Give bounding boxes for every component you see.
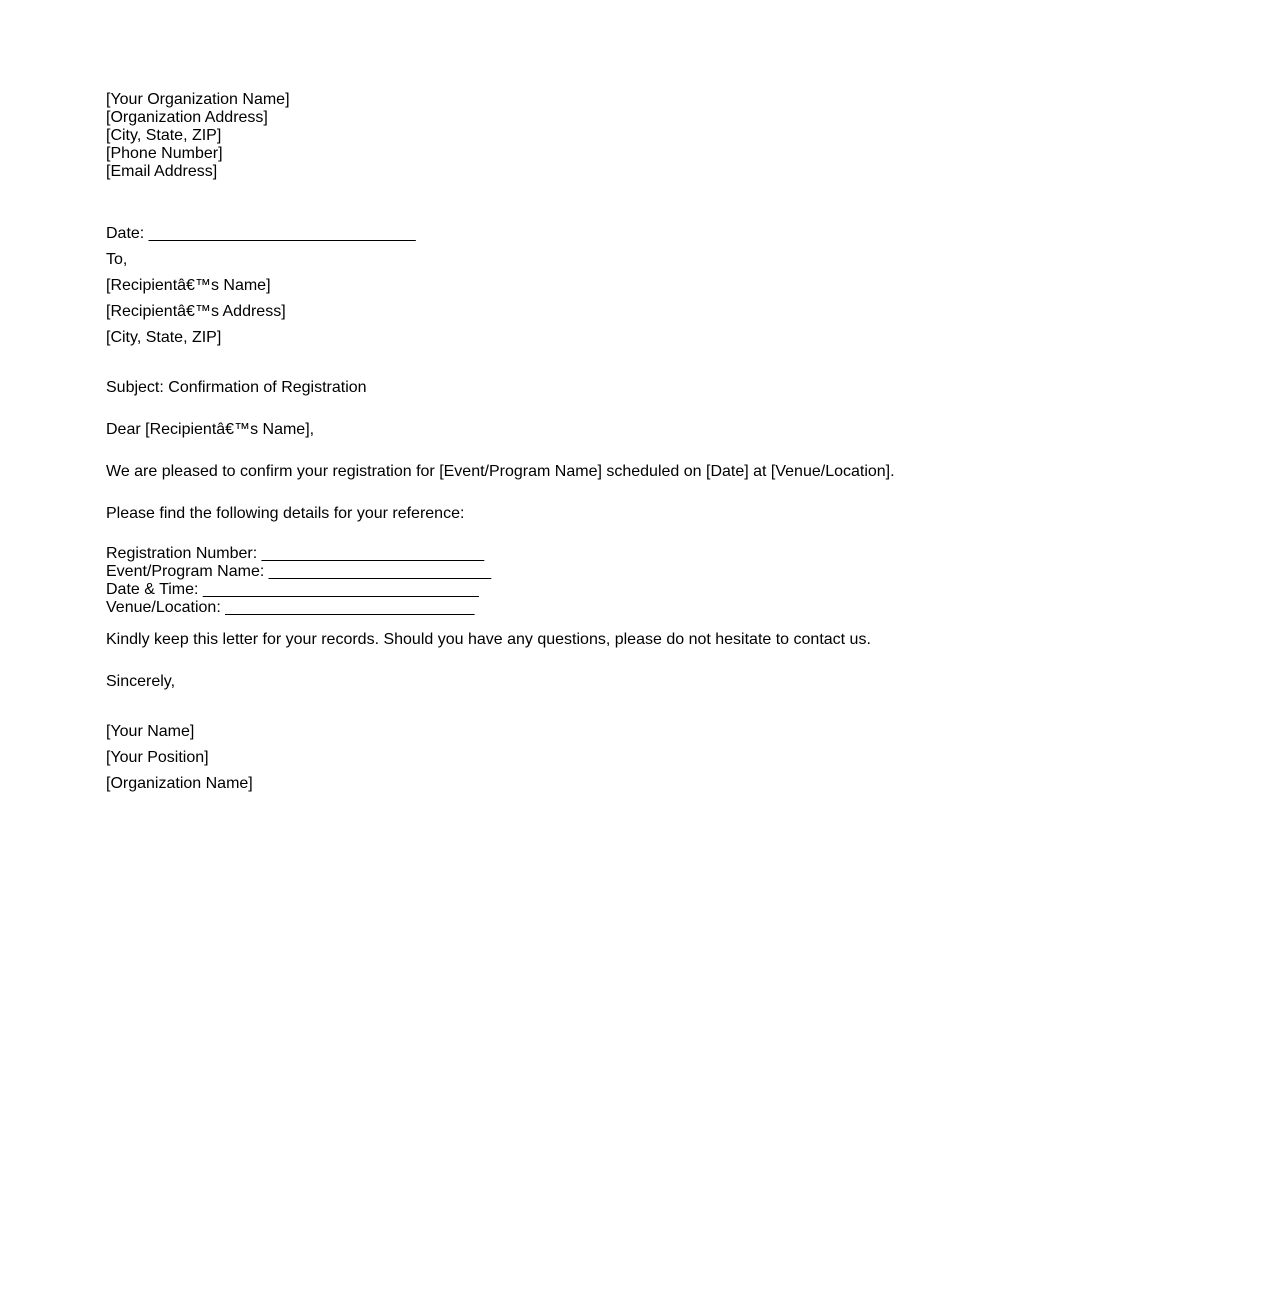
signer-organization: [Organization Name] [106,775,253,792]
to-label: To, [106,251,128,268]
sender-phone: [Phone Number] [106,145,223,162]
detail-label: Venue/Location: [106,599,221,616]
detail-registration-number [106,545,1206,563]
signer-name: [Your Name] [106,723,195,740]
detail-venue-location [106,599,1206,617]
body-paragraph-2: Please find the following details for your reference: [106,505,465,522]
date-label: Date: [106,225,145,242]
sender-city-state-zip: [City, State, ZIP] [106,127,222,144]
detail-label: Registration Number: [106,545,258,562]
details-block [106,545,1206,617]
signature-block [106,719,1206,797]
recipient-city-state-zip: [City, State, ZIP] [106,329,222,346]
recipient-address: [Recipientâ€™s Address] [106,303,286,320]
recipient-name: [Recipientâ€™s Name] [106,277,271,294]
closing-paragraph: Kindly keep this letter for your records. Should you have any questions, please do not hesitate to contact us. [106,631,871,648]
recipient-block [106,247,1206,351]
sender-org-name: [Your Organization Name] [106,91,290,108]
detail-blank: _______________________________ [202,581,479,598]
sign-off: Sincerely, [106,673,176,690]
detail-event-program-name [106,563,1206,581]
sender-email: [Email Address] [106,163,218,180]
sender-block [106,91,1206,181]
detail-label: Date & Time: [106,581,199,598]
date-blank: ______________________________ [148,225,416,242]
detail-label: Event/Program Name: [106,563,265,580]
date-line [106,221,1206,247]
subject-line: Subject: Confirmation of Registration [106,379,367,396]
letter-document [106,91,1206,797]
signer-position: [Your Position] [106,749,209,766]
detail-blank: ____________________________ [225,599,475,616]
greeting: Dear [Recipientâ€™s Name], [106,421,315,438]
detail-blank: _________________________ [261,545,485,562]
detail-blank: _________________________ [268,563,492,580]
body-paragraph-1: We are pleased to confirm your registration for [Event/Program Name] scheduled on [Date] at [Venue/Location]. [106,463,895,480]
detail-date-time [106,581,1206,599]
sender-address: [Organization Address] [106,109,268,126]
